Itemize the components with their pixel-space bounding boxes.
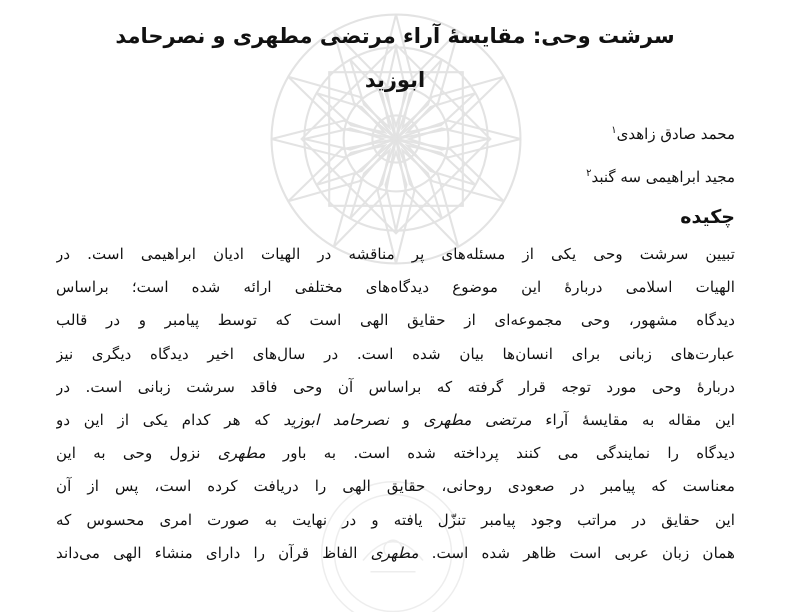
abstract-line (56, 537, 735, 570)
text-segment: عبارت‌های زبانی برای انسان‌ها بیان شده است. در سال‌های اخیر دیدگاه دیگری نیز (56, 344, 735, 363)
text-segment: معناست که پیامبر در صعودی روحانی، حقایق الهی را دریافت کرده است، پس از آن (56, 477, 735, 496)
italic-name: مرتضی مطهری (423, 410, 532, 429)
text-segment: دیدگاه را نمایندگی می کنند پرداخته شده است. به باور (265, 444, 735, 463)
text-segment: تبیین سرشت وحی یکی از مسئله‌های پر مناقشه در الهیات ادیان ابراهیمی است. در (56, 245, 735, 263)
abstract-body (56, 238, 735, 570)
text-segment: دربارهٔ وحی مورد توجه قرار گرفته که براساس آن وحی فاقد سرشت زبانی است. در (56, 377, 735, 396)
author-name: محمد صادق زاهدی (616, 125, 735, 143)
text-segment: دیدگاه مشهور، وحی مجموعه‌ای از حقایق الهی است که توسط پیامبر و در قالب (56, 311, 735, 330)
abstract-line (56, 437, 735, 470)
author-footnote-mark: ۱ (611, 125, 617, 136)
author-2 (586, 168, 735, 186)
text-segment: الهیات اسلامی دربارهٔ این موضوع دیدگاه‌های مختلفی ارائه شده است؛ براساس (56, 278, 735, 297)
abstract-line (56, 504, 735, 537)
italic-name: مطهری (370, 543, 419, 562)
author-name: مجید ابراهیمی سه گنبد (591, 168, 735, 186)
italic-name: نصرحامد ابوزید (283, 410, 389, 429)
text-segment: که هر کدام یکی از این دو (56, 410, 284, 429)
abstract-line (56, 371, 735, 404)
abstract-line (56, 404, 735, 437)
text-segment: نزول وحی به این (56, 444, 218, 463)
title-line-1: سرشت وحی: مقایسهٔ آراء مرتضی مطهری و نصرحامد (115, 24, 675, 48)
author-footnote-mark: ۲ (586, 168, 592, 179)
text-segment: همان زبان عربی است ظاهر شده است. (418, 543, 735, 562)
text-segment: الفاظ قرآن را دارای منشاء الهی می‌داند (56, 543, 371, 562)
author-1 (611, 125, 735, 143)
abstract-line (56, 271, 735, 304)
text-segment: این مقاله به مقایسهٔ آراء (531, 410, 735, 429)
abstract-heading: چکیده (680, 206, 735, 228)
abstract-line (56, 238, 735, 271)
article-title (80, 14, 710, 102)
abstract-line (56, 470, 735, 503)
abstract-line (56, 338, 735, 371)
abstract-line (56, 304, 735, 337)
text-segment: این حقایق در مراتب وجود پیامبر تنزّل یافته و در نهایت به صورت امری محسوس که (56, 510, 735, 529)
title-line-2: ابوزید (364, 68, 426, 92)
text-segment: و (388, 410, 424, 429)
italic-name: مطهری (217, 444, 266, 463)
